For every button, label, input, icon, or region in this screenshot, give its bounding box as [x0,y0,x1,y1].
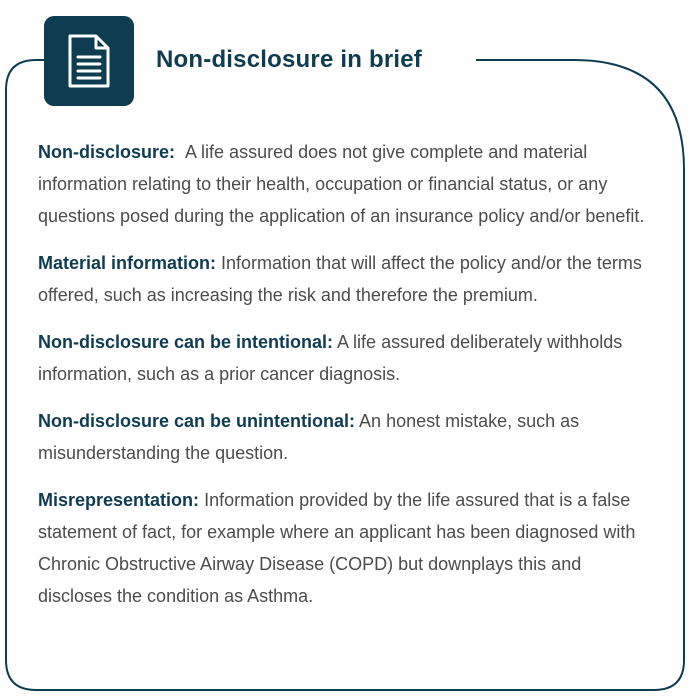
definitions-list [38,136,658,627]
definition-unintentional [38,405,658,469]
definition-term: Misrepresentation: [38,490,200,510]
definition-text: Information provided by the life assured that is a false statement of fact, for example where an applicant has been diagnosed with Chronic Obstructive Airway Disease (COPD) but downplays this and discloses the condition as Asthma. [38,490,636,606]
definition-misrepresentation [38,484,658,612]
definition-term: Non-disclosure: [38,142,176,162]
document-icon-badge [44,16,134,106]
definition-term: Non-disclosure can be unintentional: [38,411,356,431]
definition-term: Non-disclosure can be intentional: [38,332,334,352]
definition-text: An honest mistake, such as misunderstanding the question. [38,411,580,463]
definition-material-information [38,247,658,311]
definition-non-disclosure [38,136,658,232]
panel-title: Non-disclosure in brief [156,46,422,73]
document-icon [66,33,112,89]
definition-text: A life assured deliberately withholds information, such as a prior cancer diagnosis. [38,332,623,384]
definition-term: Material information: [38,253,217,273]
definition-text: A life assured does not give complete and material information relating to their health, occupation or financial status, or any questions posed during the application of an insurance policy and/or benefit. [38,142,645,226]
definition-intentional [38,326,658,390]
definition-text: Information that will affect the policy and/or the terms offered, such as increasing the risk and therefore the premium. [38,253,642,305]
